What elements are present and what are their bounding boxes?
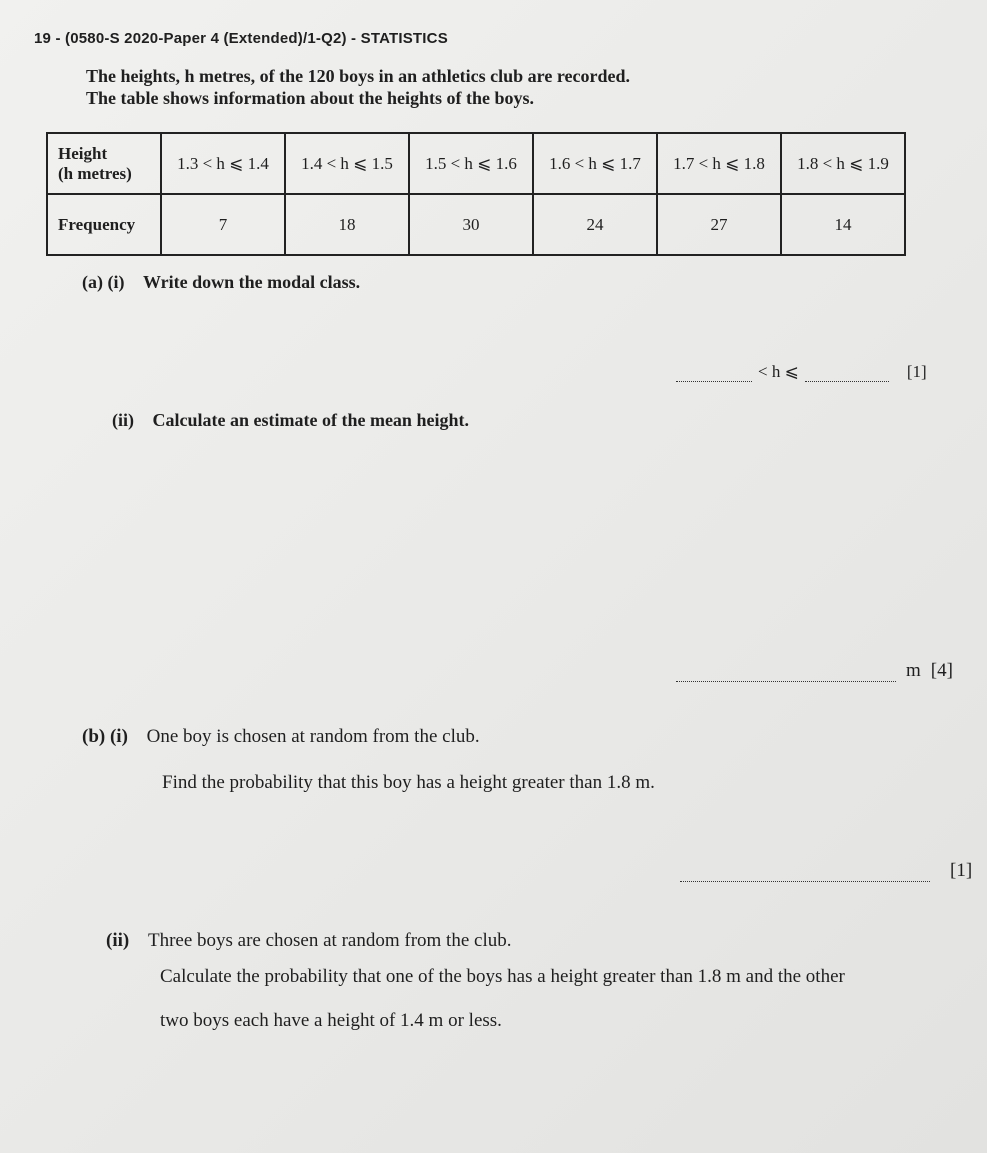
frequency-cell: 24 <box>533 194 657 255</box>
unit-label: m <box>906 660 921 681</box>
question-label: (ii) <box>112 410 134 430</box>
question-header: 19 - (0580-S 2020-Paper 4 (Extended)/1-Q2) - STATISTICS <box>34 30 448 47</box>
class-cell: 1.4 < h ⩽ 1.5 <box>285 133 409 194</box>
question-text: One boy is chosen at random from the club. <box>146 726 480 747</box>
answer-blank-lower[interactable] <box>676 380 752 382</box>
answer-inequality: < h ⩽ <box>758 362 799 381</box>
answer-line-modal-class[interactable] <box>676 362 927 382</box>
class-cell: 1.5 < h ⩽ 1.6 <box>409 133 533 194</box>
marks-label: [1] <box>906 362 927 381</box>
question-text: Three boys are chosen at random from the club. <box>147 930 512 951</box>
question-b-i-instruction: Find the probability that this boy has a height greater than 1.8 m. <box>162 772 655 793</box>
frequency-header-cell: Frequency <box>47 194 161 255</box>
question-b-ii-instruction-1: Calculate the probability that one of the boys has a height greater than 1.8 m and the other <box>160 966 845 987</box>
height-unit-label: (h metres) <box>58 163 132 183</box>
height-label: Height <box>58 143 108 163</box>
answer-blank[interactable] <box>676 680 896 682</box>
answer-blank-upper[interactable] <box>805 380 889 382</box>
question-text: Write down the modal class. <box>142 272 361 292</box>
class-cell: 1.6 < h ⩽ 1.7 <box>533 133 657 194</box>
frequency-cell: 7 <box>161 194 285 255</box>
question-label: (a) (i) <box>82 272 125 292</box>
question-label: (ii) <box>106 930 130 951</box>
question-b-i <box>82 726 480 748</box>
marks-label: [4] <box>930 660 953 681</box>
class-cell: 1.7 < h ⩽ 1.8 <box>657 133 781 194</box>
question-text: Calculate an estimate of the mean height. <box>152 410 469 430</box>
question-a-ii <box>112 410 469 431</box>
class-cell: 1.8 < h ⩽ 1.9 <box>781 133 905 194</box>
frequency-cell: 18 <box>285 194 409 255</box>
intro-line-2: The table shows information about the heights of the boys. <box>86 88 535 108</box>
table-row-height <box>47 133 905 194</box>
question-a-i <box>82 272 360 293</box>
frequency-table <box>46 132 906 256</box>
height-header-cell <box>47 133 161 194</box>
marks-label: [1] <box>950 860 973 881</box>
frequency-cell: 30 <box>409 194 533 255</box>
question-label: (b) (i) <box>82 726 128 747</box>
answer-line-probability[interactable] <box>680 860 972 882</box>
intro-line-1: The heights, h metres, of the 120 boys in an athletics club are recorded. <box>86 66 630 86</box>
table-row-frequency <box>47 194 905 255</box>
question-b-ii-instruction-2: two boys each have a height of 1.4 m or less. <box>160 1010 502 1031</box>
class-cell: 1.3 < h ⩽ 1.4 <box>161 133 285 194</box>
frequency-cell: 14 <box>781 194 905 255</box>
answer-blank[interactable] <box>680 880 930 882</box>
answer-line-mean[interactable] <box>676 660 953 682</box>
frequency-cell: 27 <box>657 194 781 255</box>
question-b-ii <box>106 930 511 952</box>
